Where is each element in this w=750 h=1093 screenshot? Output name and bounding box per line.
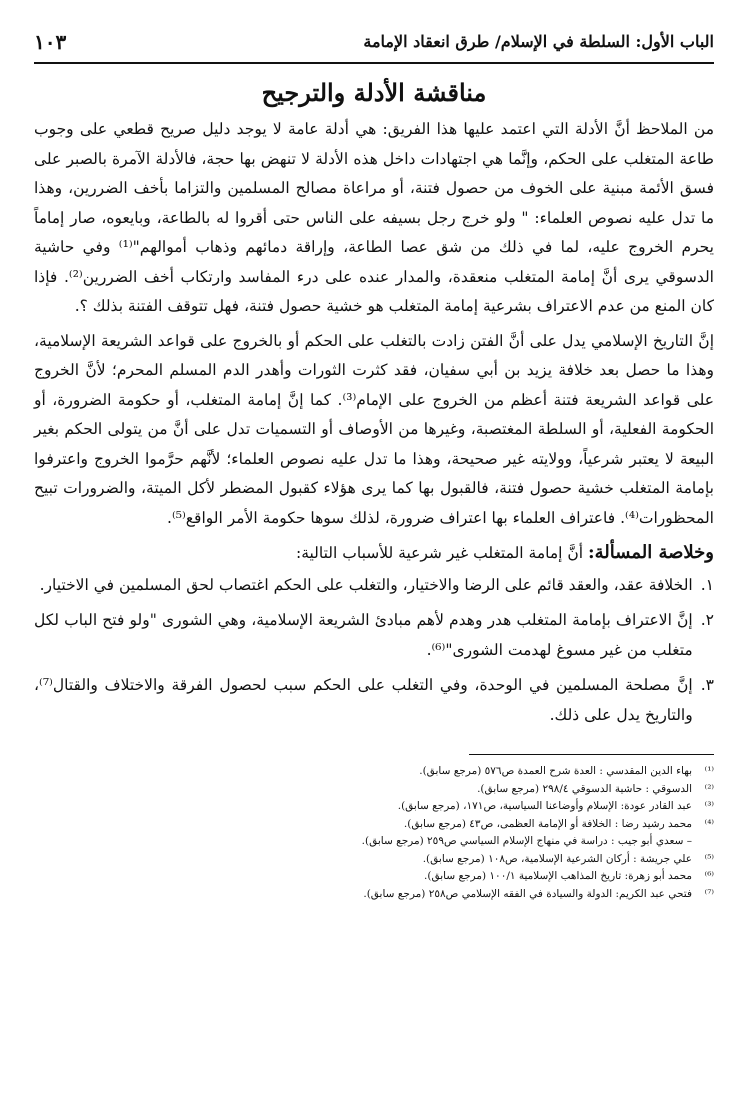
- list-item-text: الخلافة عقد، والعقد قائم على الرضا والاختيار، والتغلب على الحكم اغتصاب لحق المسلمين في الاختيار.: [39, 575, 693, 594]
- page-number: ١٠٣: [34, 30, 67, 54]
- footnote-number: ⁽⁴⁾: [704, 817, 714, 830]
- footnote-number: ⁽³⁾: [704, 800, 714, 812]
- summary-text: أنَّ إمامة المتغلب غير شرعية للأسباب التالية:: [295, 544, 589, 562]
- footnote: [34, 886, 714, 904]
- running-header: [34, 22, 714, 64]
- paragraph-1: من الملاحظ أنَّ الأدلة التي اعتمد عليها هذا الفريق: هي أدلة عامة لا يوجد دليل صريح قطعي على وجوب طاعة المتغلب على الحكم، وإنَّما هي اجتهادات داخل هذه الأدلة لا تنهض بها حجة، فالأدلة الآمرة بالصبر على فسق الأئمة مبنية على الخوف من حصول فتنة، أو مراعاة مصالح المسلمين والتزاما بأخف الضررين، وهذا ما تدل عليه نصوص العلماء: " ولو خرج رجل بسيفه على الناس حتى أقروا له بالطاعة، وبايعوه، صار إماماً يحرم الخروج عليه، لما في ذلك من شق عصا الطاعة، وإراقة دمائهم وذهاب أموالهم"⁽¹⁾ وفي حاشية الدسوقي يرى أنَّ إمامة المتغلب منعقدة، والمدار عنده على درء المفاسد وارتكاب أخف الضررين⁽²⁾. فإذا كان المنع من عدم الاعتراف بشرعية إمامة المتغلب هو خشية حصول فتنة، فهل تتوقف الفتنة بذلك ؟.: [34, 120, 714, 315]
- book-page: [34, 22, 714, 1082]
- footnote: [34, 816, 714, 834]
- list-item-number: ٣.: [700, 676, 714, 694]
- footnote-text: – سعدي أبو جيب : دراسة في منهاج الإسلام السياسي ص٢٥٩ (مرجع سابق).: [361, 835, 692, 847]
- footnote-number: ⁽⁷⁾: [704, 887, 714, 900]
- footnote: [34, 763, 714, 781]
- footnote-text: علي جريشة : أركان الشرعية الإسلامية، ص١٠٨ (مرجع سابق).: [422, 852, 692, 865]
- footnote-text: فتحي عبد الكريم: الدولة والسيادة في الفقه الإسلامي ص٢٥٨ (مرجع سابق).: [363, 887, 692, 900]
- list-item-text: إنَّ الاعتراف بإمامة المتغلب هدر وهدم لأهم مبادئ الشريعة الإسلامية، وهي الشورى "ولو فتح الباب لكل متغلب من غير مسوغ لهدمت الشورى"⁽⁶⁾.: [34, 611, 693, 659]
- footnote: [34, 798, 714, 816]
- footnote-text: الدسوقي : حاشية الدسوقي ٢٩٨/٤ (مرجع سابق).: [477, 782, 692, 795]
- list-item-number: ٢.: [700, 611, 714, 629]
- chapter-title: الباب الأول: السلطة في الإسلام/ طرق انعقاد الإمامة: [363, 32, 714, 51]
- footnote: [34, 781, 714, 799]
- footnote: [34, 833, 714, 851]
- reasons-list: [34, 571, 714, 731]
- summary-line: [34, 538, 714, 569]
- paragraph-2: إنَّ التاريخ الإسلامي يدل على أنَّ الفتن زادت بالتغلب على الحكم أو بالخروج على قواعد الشريعة الإسلامية، وهذا ما حصل بعد خلافة يزيد بن أبي سفيان، فقد كثرت الثورات وأهدر الدم المسلم المحرم؛ لأنَّ الخروج على قواعد الشريعة فتنة أعظم من الخروج على الإمام⁽³⁾. كما إنَّ إمامة المتغلب، أو حكومة الضرورة، أو الحكومة الفعلية، أو السلطة المغتصبة، وغيرها من الأوصاف أو التسميات تدل على أنَّ من يتولى الحكم بغير البيعة لا يعتبر شرعياً، وولايته غير صحيحة، وهذا ما تدل عليه نصوص العلماء؛ لأنَّهم حرَّموا الخروج واعترفوا بإمامة المتغلب خشية حصول فتنة، فالقبول بها كما يرى هؤلاء كقبول المضطر لأكل الميتة، والضرورات تبيح المحظورات⁽⁴⁾. فاعتراف العلماء بها اعتراف ضرورة، لذلك سوها حكومة الأمر الواقع⁽⁵⁾.: [34, 331, 715, 527]
- summary-lead: وخلاصة المسألة:: [588, 542, 714, 563]
- list-item-number: ١.: [700, 575, 714, 594]
- footnote-text: بهاء الدين المقدسي : العدة شرح العمدة ص٥٧٦ (مرجع سابق).: [419, 765, 692, 777]
- list-item: [34, 606, 714, 665]
- footnote: [34, 868, 714, 886]
- footnote-number: ⁽⁵⁾: [704, 852, 714, 865]
- footnote-text: محمد أبو زهرة: تاريخ المذاهب الإسلامية ١٠٠/١ (مرجع سابق).: [424, 870, 692, 882]
- footnotes: [34, 763, 714, 903]
- footnote-separator: [469, 754, 714, 755]
- footnote: [34, 851, 714, 869]
- footnote-number: ⁽⁶⁾: [704, 870, 714, 882]
- section-title: مناقشة الأدلة والترجيح: [261, 78, 487, 107]
- footnote-text: محمد رشيد رضا : الخلافة أو الإمامة العظمى، ص٤٣ (مرجع سابق).: [403, 817, 692, 830]
- footnote-number: ⁽²⁾: [704, 782, 714, 795]
- footnote-text: عبد القادر عودة: الإسلام وأوضاعنا السياسية، ص١٧١، (مرجع سابق).: [397, 800, 692, 812]
- list-item: [34, 671, 714, 730]
- footnote-number: ⁽¹⁾: [704, 765, 714, 777]
- list-item-text: إنَّ مصلحة المسلمين في الوحدة، وفي التغلب على الحكم سبب لحصول الفرقة والاختلاف والقتال⁽⁷⁾، والتاريخ يدل على ذلك.: [34, 676, 693, 724]
- list-item: [34, 571, 714, 601]
